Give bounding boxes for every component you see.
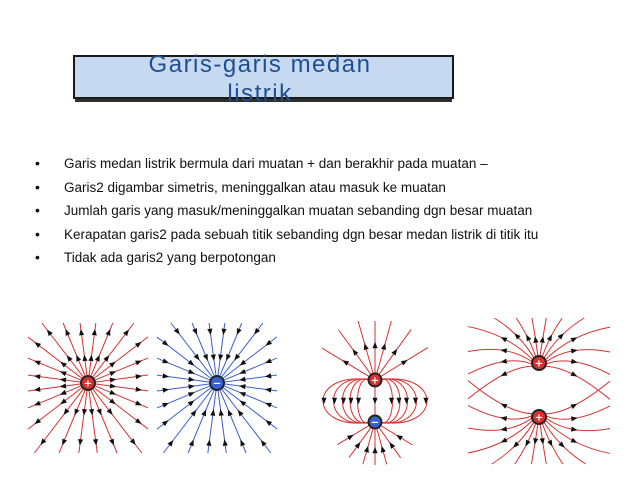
bullet-list <box>35 152 538 270</box>
field-arrow <box>89 409 94 416</box>
field-arrow <box>501 337 508 342</box>
field-line <box>379 379 427 423</box>
field-arrow <box>60 383 67 388</box>
field-arrow <box>364 343 369 350</box>
field-arrow <box>341 398 346 404</box>
field-arrow <box>321 398 326 404</box>
field-arrow <box>396 435 403 441</box>
field-arrow <box>348 398 353 404</box>
field-arrow <box>396 398 401 404</box>
field-arrow <box>79 329 84 336</box>
field-arrow <box>75 408 80 415</box>
field-arrow <box>401 360 408 366</box>
field-arrow <box>207 328 212 335</box>
slide-title <box>100 50 420 108</box>
field-line <box>545 381 610 414</box>
field-arrow <box>194 354 200 361</box>
field-arrow <box>239 392 246 397</box>
field-arrow <box>76 355 81 362</box>
field-arrow <box>162 373 169 378</box>
field-arrow <box>347 435 354 440</box>
field-arrow <box>547 334 552 341</box>
field-arrow <box>201 409 206 416</box>
field-arrow <box>67 355 73 362</box>
negative-charge-field-diagram <box>155 321 279 455</box>
field-arrow <box>525 440 530 447</box>
field-arrow <box>239 377 246 382</box>
field-line <box>343 379 372 423</box>
field-arrow <box>571 427 578 432</box>
field-arrow <box>203 354 208 361</box>
field-arrow <box>265 388 272 393</box>
field-arrow <box>60 390 67 395</box>
field-arrow <box>130 438 136 445</box>
field-arrow <box>188 400 195 406</box>
field-arrow <box>570 438 577 443</box>
field-arrow <box>389 442 395 449</box>
field-arrow <box>60 362 67 368</box>
field-arrow <box>60 378 67 383</box>
field-arrow <box>265 340 272 346</box>
field-arrow <box>88 355 93 362</box>
field-arrow <box>547 440 552 447</box>
field-arrow <box>93 439 98 446</box>
bullet-item: • Kerapatan garis2 pada sebuah titik sebanding dgn besar medan listrik di titik itu <box>35 225 539 242</box>
field-arrow <box>105 329 110 336</box>
field-arrow <box>66 329 71 336</box>
bullet-item: • Tidak ada garis2 yang berpotongan <box>35 249 276 265</box>
field-arrow <box>240 360 247 366</box>
field-arrow <box>174 328 180 335</box>
field-arrow <box>254 328 260 335</box>
field-arrow <box>109 371 116 376</box>
field-arrow <box>265 420 272 426</box>
field-arrow <box>381 343 386 350</box>
field-arrow <box>110 383 117 388</box>
field-arrow <box>34 387 41 392</box>
field-arrow <box>234 354 240 361</box>
field-arrow <box>210 409 215 416</box>
positive-charge-sign: + <box>83 378 93 390</box>
field-arrow <box>501 371 508 376</box>
field-arrow <box>570 337 577 342</box>
field-arrow <box>540 438 545 445</box>
bullet-item: • Garis2 digambar simetris, meninggalkan atau masuk ke muatan <box>35 178 446 195</box>
field-arrow <box>135 374 142 379</box>
title-line-2: listrik <box>227 80 293 107</box>
field-arrow <box>501 404 508 409</box>
field-arrow <box>332 398 337 404</box>
field-arrow <box>413 398 418 404</box>
field-arrow <box>34 374 41 379</box>
field-arrow <box>500 348 507 353</box>
field-arrow <box>34 418 41 424</box>
dipole-negative-charge-sign: − <box>370 417 380 429</box>
field-arrow <box>219 409 224 416</box>
field-arrow <box>223 439 228 446</box>
field-arrow <box>570 404 577 409</box>
field-arrow <box>189 440 194 447</box>
field-arrow <box>162 358 169 363</box>
field-arrow <box>228 409 233 416</box>
field-arrow <box>103 355 109 362</box>
field-arrow <box>265 358 272 363</box>
field-arrow <box>372 342 377 348</box>
field-arrow <box>82 409 87 416</box>
bullet-item: • Jumlah garis yang masuk/meninggalkan muatan sebanding dgn besar muatan <box>35 202 533 218</box>
bullet-item: • Garis medan listrik bermula dari muatan + dan berakhir pada muatan – <box>35 155 488 171</box>
field-arrow <box>571 359 578 364</box>
lower-positive-charge-sign: + <box>534 412 544 424</box>
field-arrow <box>239 369 246 374</box>
field-arrow <box>109 362 116 368</box>
field-arrow <box>62 439 67 446</box>
field-arrow <box>540 336 545 343</box>
field-arrow <box>162 388 169 393</box>
field-line <box>468 381 533 414</box>
field-arrow <box>404 398 409 404</box>
field-arrow <box>191 410 197 417</box>
field-arrow <box>97 408 102 415</box>
field-arrow <box>60 398 67 404</box>
field-arrow <box>188 377 195 382</box>
field-arrow <box>135 387 142 392</box>
field-arrow <box>342 360 349 365</box>
field-arrow <box>188 384 195 389</box>
field-arrow <box>265 403 272 408</box>
field-arrow <box>123 329 129 336</box>
field-arrow <box>109 390 116 395</box>
field-arrow <box>109 439 114 446</box>
field-arrow <box>206 439 211 446</box>
field-arrow <box>381 446 386 453</box>
field-arrow <box>353 349 359 356</box>
field-arrow <box>162 340 169 346</box>
field-arrow <box>239 384 246 389</box>
field-arrow <box>533 336 538 343</box>
field-arrow <box>47 329 53 336</box>
field-line <box>379 379 408 423</box>
like-charges-field-diagram <box>466 316 612 466</box>
field-arrow <box>167 440 173 447</box>
field-line <box>468 366 533 399</box>
field-line <box>545 366 610 399</box>
field-arrow <box>135 361 142 366</box>
field-arrow <box>423 398 428 404</box>
field-arrow <box>389 398 394 404</box>
negative-charge-sign: − <box>212 378 222 390</box>
field-arrow <box>261 440 267 447</box>
field-arrow <box>372 447 377 453</box>
title-line-1: Garis-garis medan <box>148 51 372 78</box>
field-arrow <box>372 398 377 404</box>
field-arrow <box>364 446 369 453</box>
field-arrow <box>135 418 142 424</box>
field-arrow <box>83 355 88 362</box>
field-arrow <box>135 342 142 348</box>
dipole-positive-charge-sign: + <box>370 375 380 387</box>
field-arrow <box>34 361 41 366</box>
field-arrow <box>135 400 142 405</box>
field-arrow <box>40 438 46 445</box>
field-arrow <box>107 408 113 415</box>
field-arrow <box>240 440 245 447</box>
field-arrow <box>92 329 97 336</box>
field-arrow <box>237 328 242 335</box>
field-arrow <box>192 328 197 335</box>
field-arrow <box>501 437 508 442</box>
field-arrow <box>188 369 195 374</box>
field-arrow <box>571 349 578 354</box>
field-line <box>468 418 532 430</box>
field-arrow <box>533 438 538 445</box>
positive-charge-field-diagram <box>26 321 150 455</box>
field-arrow <box>218 354 223 361</box>
field-arrow <box>355 442 361 449</box>
field-arrow <box>238 410 244 417</box>
field-arrow <box>500 426 507 431</box>
field-arrow <box>265 373 272 378</box>
field-line <box>323 379 371 423</box>
field-arrow <box>356 398 361 404</box>
field-arrow <box>60 371 67 376</box>
field-arrow <box>110 378 117 383</box>
field-arrow <box>188 360 195 366</box>
field-arrow <box>211 354 216 361</box>
field-arrow <box>162 403 169 408</box>
field-arrow <box>162 420 169 426</box>
field-arrow <box>64 408 70 415</box>
field-arrow <box>222 328 227 335</box>
field-line <box>546 350 610 362</box>
field-arrow <box>570 371 577 376</box>
field-arrow <box>500 416 507 421</box>
upper-positive-charge-sign: + <box>534 358 544 370</box>
field-arrow <box>95 355 100 362</box>
field-arrow <box>34 401 41 406</box>
dipole-field-diagram <box>303 321 443 465</box>
field-arrow <box>500 359 507 364</box>
field-arrow <box>526 334 531 341</box>
field-arrow <box>109 398 116 404</box>
field-arrow <box>391 349 397 356</box>
field-arrow <box>226 354 231 361</box>
field-arrow <box>188 392 195 397</box>
field-arrow <box>34 342 41 348</box>
field-arrow <box>240 400 247 406</box>
field-arrow <box>571 416 578 421</box>
field-arrow <box>78 439 83 446</box>
